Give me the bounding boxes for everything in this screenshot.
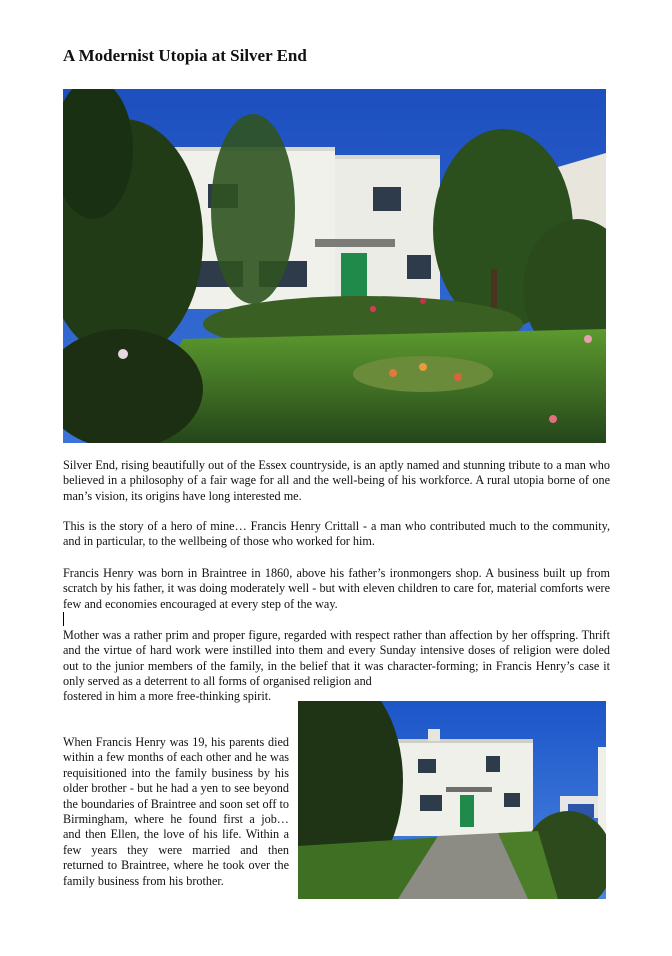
- paragraph-mother: Mother was a rather prim and proper figure, regarded with respect rather than affection by her offspring. Thrift and the virtue of hard work were instilled into them and every Sunday intensive doses of religion were doled out to the junior members of the family, in the belief that it was character-forming; in Francis Henry’s case it only served as a deterrent to all forms of organised religion and: [63, 628, 610, 689]
- paragraph-parents: When Francis Henry was 19, his parents died within a few months of each other and he was requisitioned into the family business by his older brother - but he had a yen to see beyond the boundaries of Braintree and soon set off to Birmingham, where he found first a job… and then Ellen, the love of his life. Within a few years they were married and then returned to Braintree, where he took over the family business from his brother.: [63, 735, 289, 888]
- paragraph-hero: This is the story of a hero of mine… Francis Henry Crittall - a man who contributed much to the community, and in particular, to the wellbeing of those who worked for him.: [63, 519, 610, 549]
- paragraph-mother-continued: fostered in him a more free-thinking spirit.: [63, 689, 272, 703]
- text-cursor: [63, 612, 64, 626]
- paragraph-intro: Silver End, rising beautifully out of the Essex countryside, is an aptly named and stunning tribute to a man who believed in a philosophy of a fair wage for all and the well-being of his workforce. A rural utopia borne of one man’s vision, its origins have long interested me.: [63, 458, 610, 503]
- house-driveway-photo: [298, 701, 606, 899]
- page-title: A Modernist Utopia at Silver End: [63, 46, 307, 65]
- house-garden-photo: [63, 89, 606, 443]
- paragraph-birth: Francis Henry was born in Braintree in 1860, above his father’s ironmongers shop. A business built up from scratch by his father, it was doing moderately well - but with eleven children to care for, material comforts were few and economies encouraged at every step of the way.: [63, 566, 610, 611]
